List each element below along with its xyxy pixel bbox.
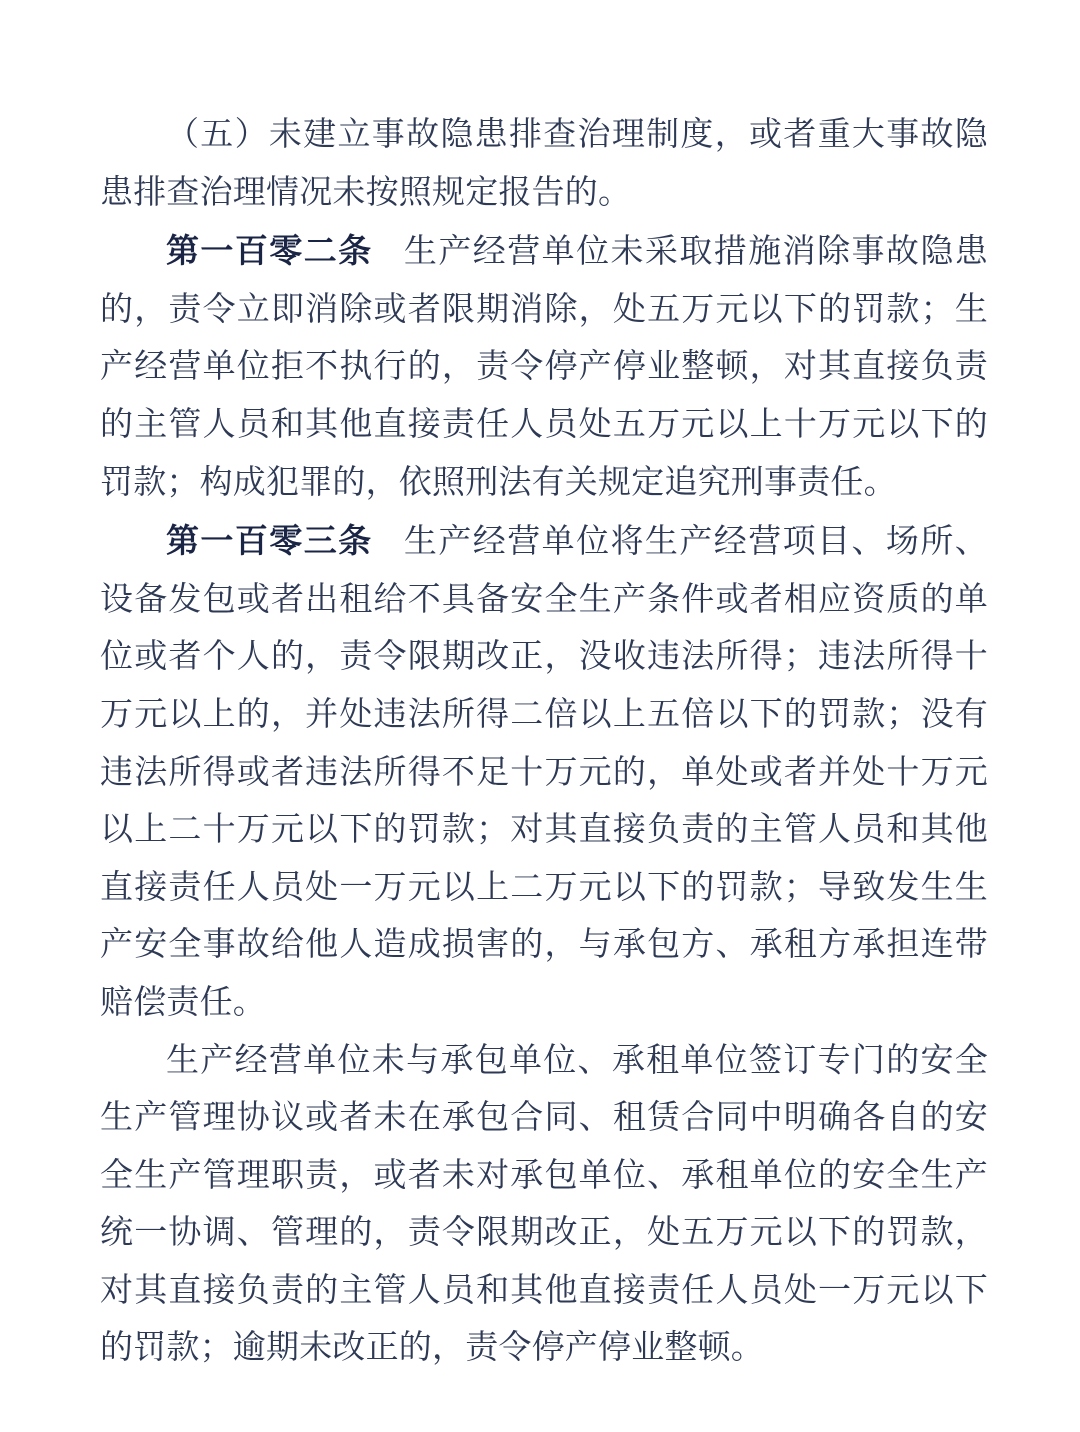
clause-item-5-paragraph [100,107,988,222]
article-102-text: 生产经营单位未采取措施消除事故隐患的，责令立即消除或者限期消除，处五万元以下的罚款；生产经营单位拒不执行的，责令停产停业整顿，对其直接负责的主管人员和其他直接责任人员处五万元以上十万元以下的罚款；构成犯罪的，依照刑法有关规定追究刑事责任。 [100,234,988,501]
article-103-second-paragraph-text: 生产经营单位未与承包单位、承租单位签订专门的安全生产管理协议或者未在承包合同、租赁合同中明确各自的安全生产管理职责，或者未对承包单位、承租单位的安全生产统一协调、管理的，责令限期改正，处五万元以下的罚款，对其直接负责的主管人员和其他直接责任人员处一万元以下的罚款；逾期未改正的，责令停产停业整顿。 [100,1042,988,1367]
article-103-second-paragraph [100,1033,988,1379]
article-103-text: 生产经营单位将生产经营项目、场所、设备发包或者出租给不具备安全生产条件或者相应资质的单位或者个人的，责令限期改正，没收违法所得；违法所得十万元以上的，并处违法所得二倍以上五倍以下的罚款；没有违法所得或者违法所得不足十万元的，单处或者并处十万元以上二十万元以下的罚款；对其直接负责的主管人员和其他直接责任人员处一万元以上二万元以下的罚款；导致发生生产安全事故给他人造成损害的，与承包方、承租方承担连带赔偿责任。 [100,524,988,1021]
article-103-paragraph [100,512,988,1032]
clause-item-5-text: （五）未建立事故隐患排查治理制度，或者重大事故隐患排查治理情况未按照规定报告的。 [100,117,988,211]
article-102-paragraph [100,222,988,512]
article-102-number: 第一百零二条 [166,232,373,270]
article-103-number: 第一百零三条 [166,522,373,560]
